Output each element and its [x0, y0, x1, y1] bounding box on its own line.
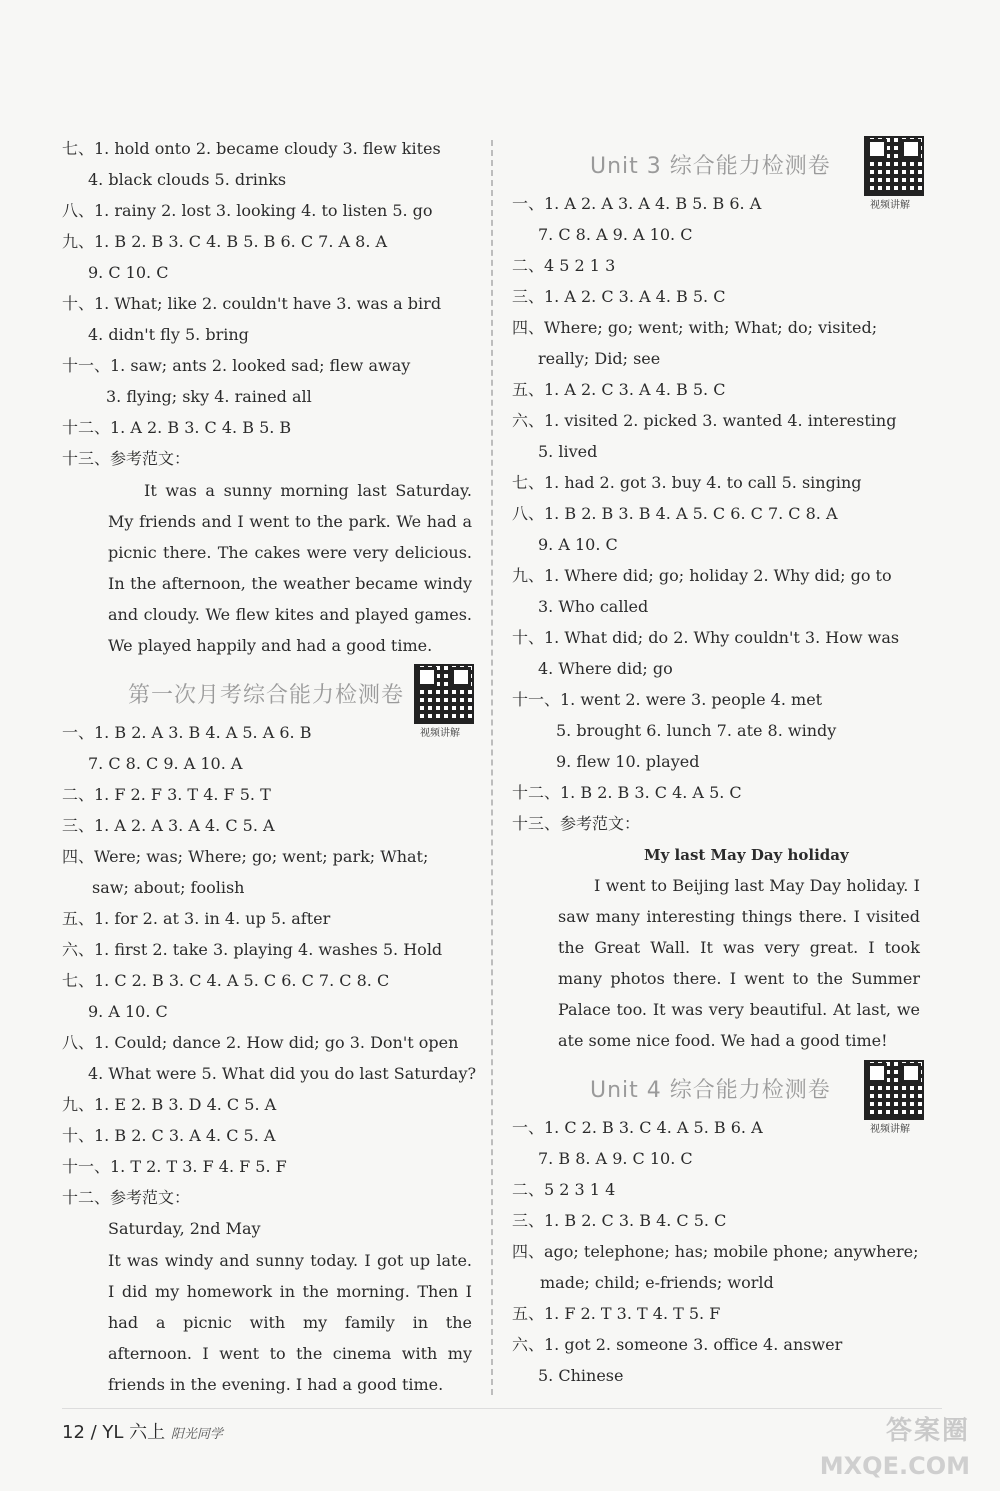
sample-essay: It was a sunny morning last Saturday. My friends and I went to the park. We had a picnic there. The cakes were very delicious. In the afternoon, the weather became windy and cloudy. We flew kites and played games. We played happily and had a good time.: [108, 481, 472, 655]
answer-line: 三、1. A 2. A 3. A 4. C 5. A: [62, 816, 275, 835]
answer-line: 9. C 10. C: [88, 263, 169, 282]
answer-line: 六、1. first 2. take 3. playing 4. washes 5. Hold: [62, 940, 443, 959]
answer-line: 二、1. F 2. F 3. T 4. F 5. T: [62, 785, 271, 804]
watermark-site: MXQE.COM: [819, 1452, 970, 1480]
answer-line: 四、Were; was; Where; go; went; park; What;: [62, 847, 429, 866]
footer-rule: [62, 1408, 942, 1409]
answer-line: 十二、1. A 2. B 3. C 4. B 5. B: [62, 418, 292, 437]
answer-line: 7. C 8. A 9. A 10. C: [538, 225, 693, 244]
answer-line: 四、Where; go; went; with; What; do; visited;: [512, 318, 878, 337]
answer-line: 三、1. B 2. C 3. B 4. C 5. C: [512, 1211, 727, 1230]
answer-line: 十、1. What; like 2. couldn't have 3. was a bird: [62, 294, 442, 313]
qr-label: 视频讲解: [870, 200, 910, 211]
answer-line: 十二、参考范文：: [62, 1188, 191, 1207]
answer-line: 十一、1. saw; ants 2. looked sad; flew away: [62, 356, 411, 375]
qr-code-icon[interactable]: [864, 1060, 924, 1120]
qr-code-icon[interactable]: [864, 136, 924, 196]
sample-essay: It was windy and sunny today. I got up late. I did my homework in the morning. Then I had a picnic with my family in the afternoon. I went to the cinema with my friends in the evening. I had a good time.: [108, 1251, 472, 1394]
answer-line: 十一、1. went 2. were 3. people 4. met: [512, 690, 823, 709]
answer-line: 4. didn't fly 5. bring: [88, 325, 249, 344]
answer-line: 六、1. visited 2. picked 3. wanted 4. interesting: [512, 411, 897, 430]
answer-line: 4. Where did; go: [538, 659, 673, 678]
answer-line: 十二、1. B 2. B 3. C 4. A 5. C: [512, 783, 742, 802]
qr-label: 视频讲解: [420, 728, 460, 739]
answer-line: 九、1. E 2. B 3. D 4. C 5. A: [62, 1095, 277, 1114]
page-number: 12 / YL 六上: [62, 1422, 166, 1443]
answer-line: 一、1. B 2. A 3. B 4. A 5. A 6. B: [62, 723, 312, 742]
section-title: Unit 3 综合能力检测卷: [590, 154, 831, 179]
answer-line: 一、1. A 2. A 3. A 4. B 5. B 6. A: [512, 194, 762, 213]
section-title: Unit 4 综合能力检测卷: [590, 1078, 831, 1103]
answer-line: 三、1. A 2. C 3. A 4. B 5. C: [512, 287, 726, 306]
answer-line: 4. black clouds 5. drinks: [88, 170, 287, 189]
qr-code-icon[interactable]: [414, 664, 474, 724]
answer-line: 七、1. had 2. got 3. buy 4. to call 5. singing: [512, 473, 862, 492]
essay-title: My last May Day holiday: [644, 846, 849, 864]
answer-line: 六、1. got 2. someone 3. office 4. answer: [512, 1335, 843, 1354]
page-footer: [62, 1418, 223, 1444]
answer-line: 四、ago; telephone; has; mobile phone; anywhere;: [512, 1242, 919, 1261]
answer-line: 3. Who called: [538, 597, 649, 616]
answer-line: 十三、参考范文：: [62, 449, 191, 468]
answer-line: 5. Chinese: [538, 1366, 624, 1385]
answer-line: 9. flew 10. played: [556, 752, 700, 771]
sample-essay: I went to Beijing last May Day holiday. I saw many interesting things there. I visited the Great Wall. It was very great. I took many photos there. I went to the Summer Palace too. It was very beautiful. At last, we ate some nice food. We had a good time!: [558, 876, 920, 1050]
answer-line: 十、1. What did; do 2. Why couldn't 3. How was: [512, 628, 900, 647]
column-divider: [491, 140, 493, 1395]
answer-line: made; child; e-friends; world: [540, 1273, 774, 1292]
answer-line: 4. What were 5. What did you do last Saturday?: [88, 1064, 477, 1083]
answer-line: 七、1. C 2. B 3. C 4. A 5. C 6. C 7. C 8. C: [62, 971, 390, 990]
watermark: 答案圈: [885, 1416, 970, 1446]
answer-line: 十一、1. T 2. T 3. F 4. F 5. F: [62, 1157, 287, 1176]
answer-line: 五、1. A 2. C 3. A 4. B 5. C: [512, 380, 726, 399]
answer-line: 九、1. Where did; go; holiday 2. Why did; go to: [512, 566, 892, 585]
answer-line: saw; about; foolish: [92, 878, 245, 897]
answer-line: 八、1. B 2. B 3. B 4. A 5. C 6. C 7. C 8. A: [512, 504, 838, 523]
answer-line: 7. C 8. C 9. A 10. A: [88, 754, 243, 773]
answer-line: 一、1. C 2. B 3. C 4. A 5. B 6. A: [512, 1118, 763, 1137]
answer-line: 十、1. B 2. C 3. A 4. C 5. A: [62, 1126, 276, 1145]
answer-line: 9. A 10. C: [538, 535, 618, 554]
answer-line: really; Did; see: [538, 349, 661, 368]
answer-line: 3. flying; sky 4. rained all: [106, 387, 312, 406]
answer-line: 5. brought 6. lunch 7. ate 8. windy: [556, 721, 837, 740]
answer-line: 七、1. hold onto 2. became cloudy 3. flew kites: [62, 139, 441, 158]
answer-line: 7. B 8. A 9. C 10. C: [538, 1149, 693, 1168]
section-title: 第一次月考综合能力检测卷: [128, 683, 405, 708]
brand-logo: 阳光同学: [170, 1427, 223, 1442]
answer-line: 八、1. rainy 2. lost 3. looking 4. to listen 5. go: [62, 201, 433, 220]
qr-label: 视频讲解: [870, 1124, 910, 1135]
answer-line: 五、1. F 2. T 3. T 4. T 5. F: [512, 1304, 721, 1323]
essay-date: Saturday, 2nd May: [108, 1219, 261, 1238]
answer-line: 十三、参考范文：: [512, 814, 641, 833]
answer-line: 九、1. B 2. B 3. C 4. B 5. B 6. C 7. A 8. A: [62, 232, 388, 251]
answer-line: 五、1. for 2. at 3. in 4. up 5. after: [62, 909, 331, 928]
answer-line: 5. lived: [538, 442, 598, 461]
answer-line: 9. A 10. C: [88, 1002, 168, 1021]
answer-line: 二、4 5 2 1 3: [512, 256, 616, 275]
answer-line: 八、1. Could; dance 2. How did; go 3. Don't open: [62, 1033, 459, 1052]
answer-line: 二、5 2 3 1 4: [512, 1180, 616, 1199]
